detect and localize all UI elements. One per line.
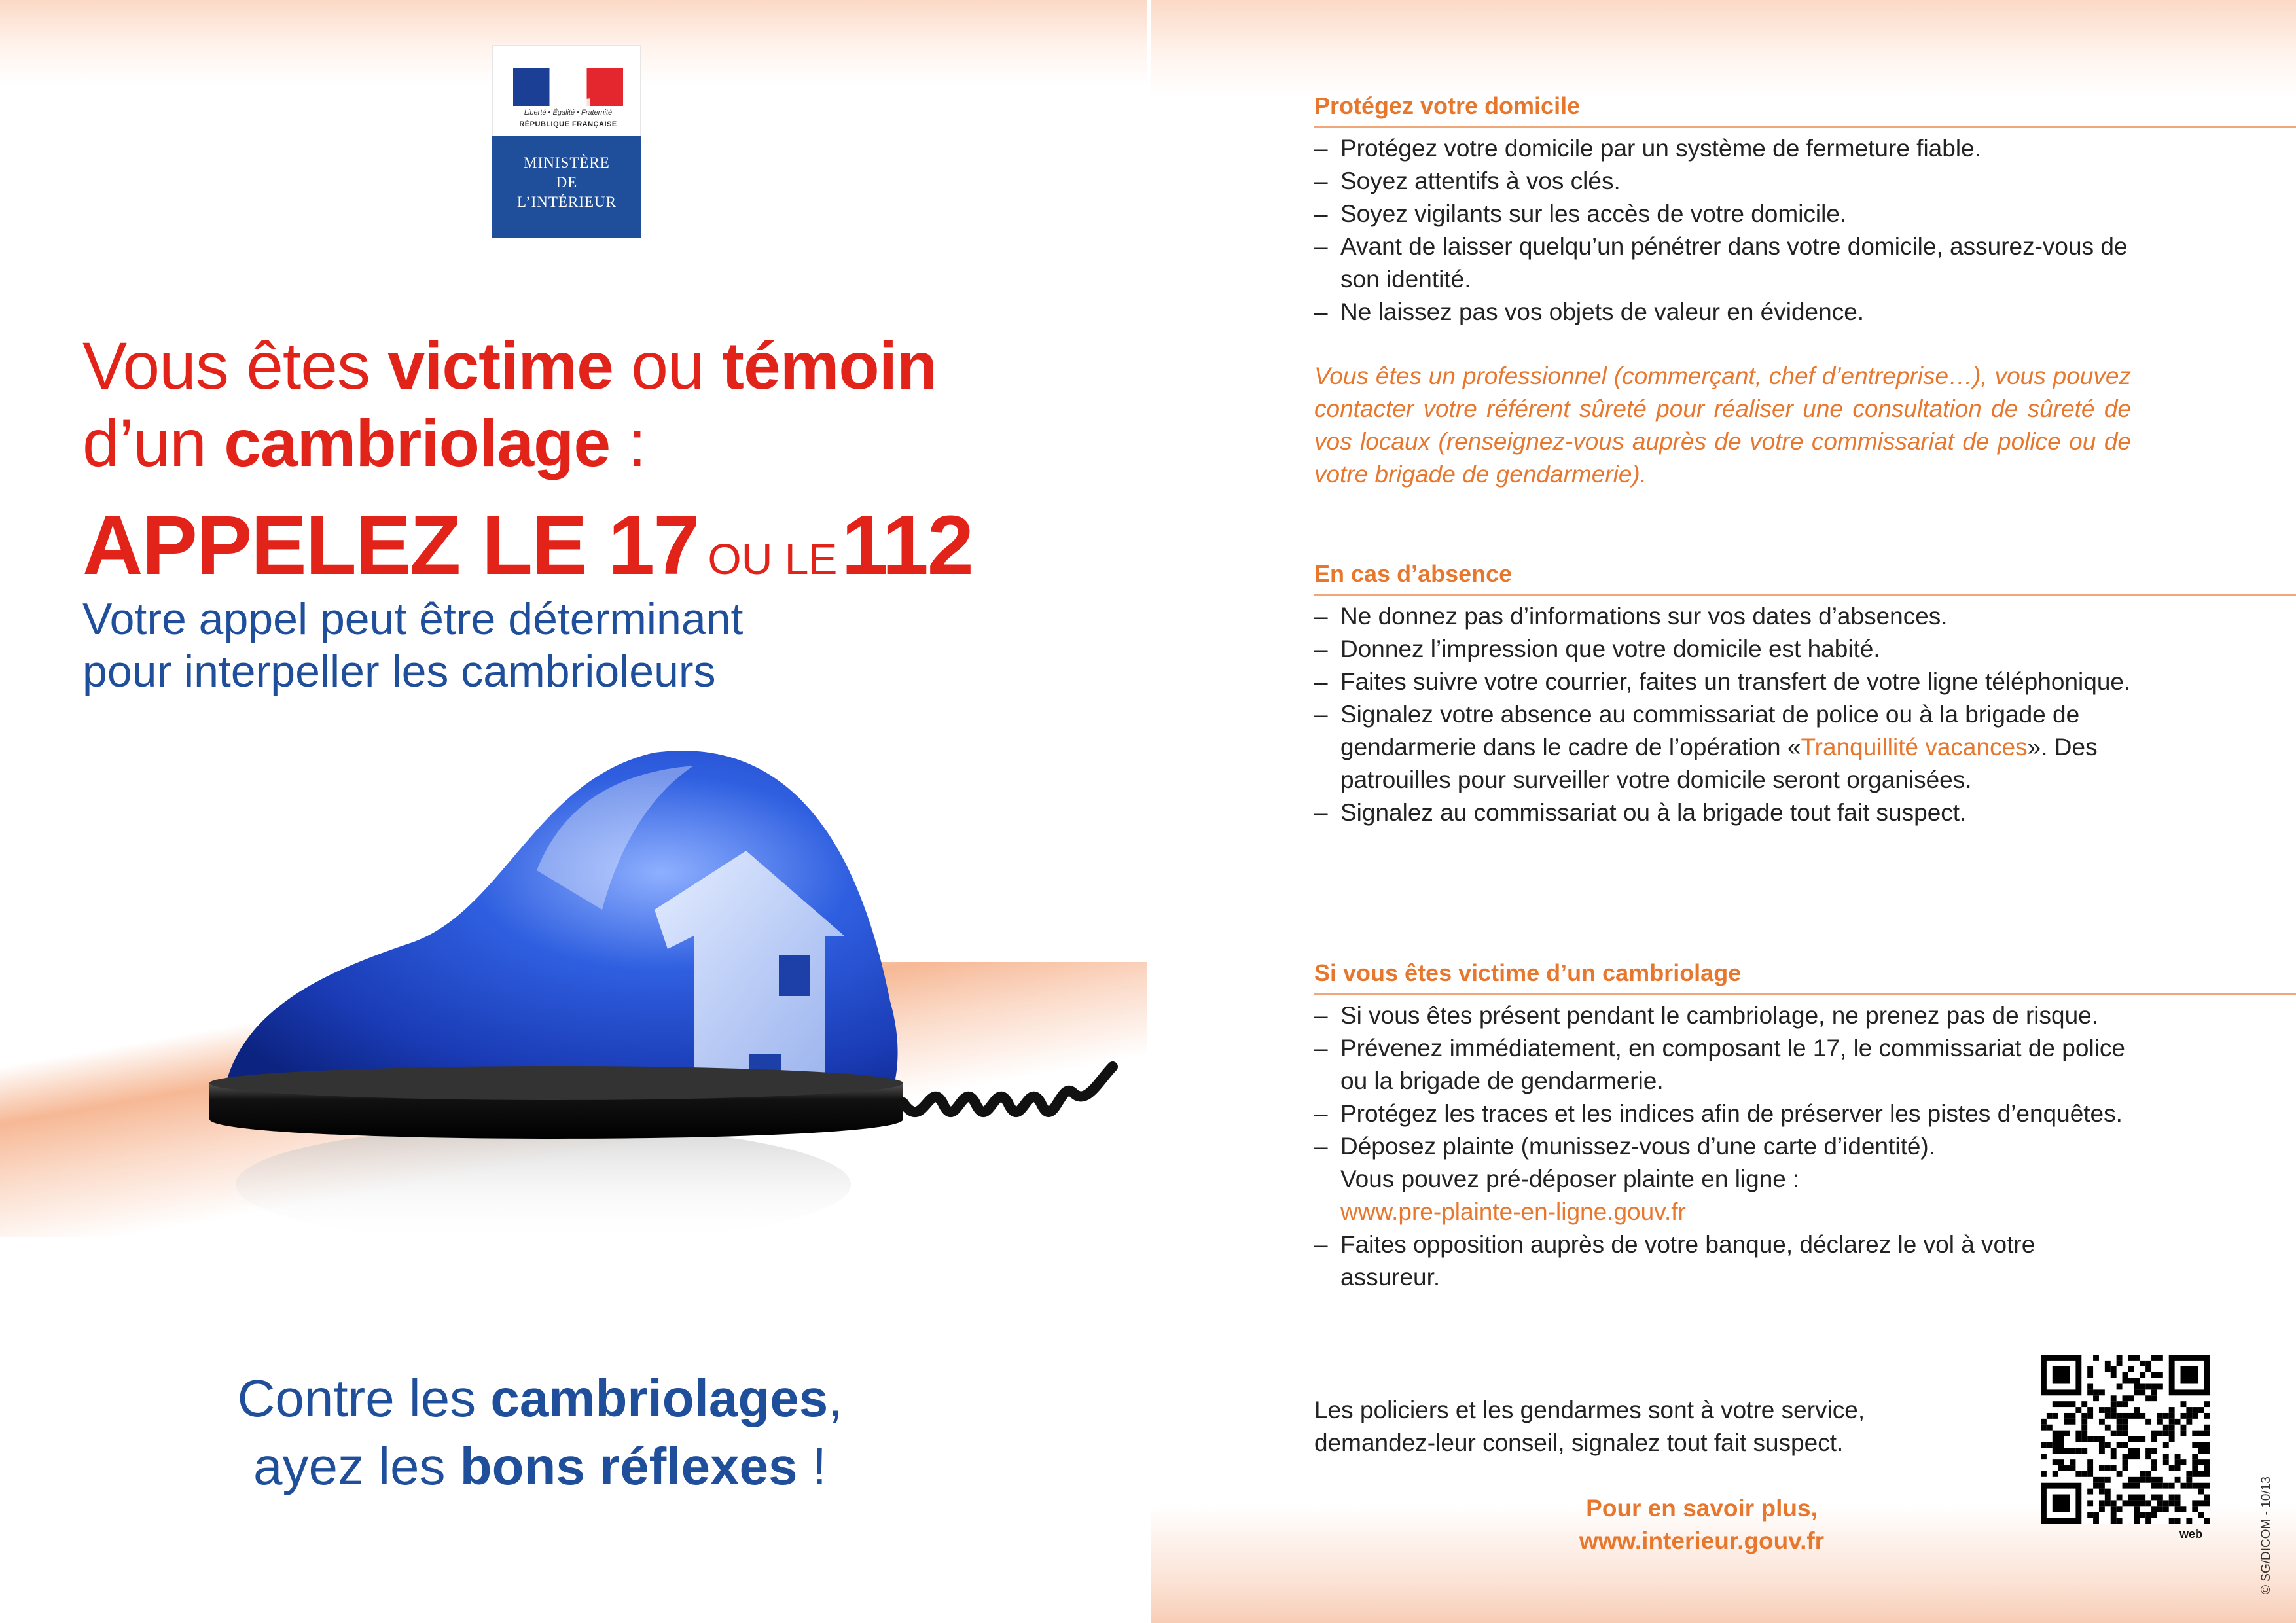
list-item: – Faites opposition auprès de votre banque, déclarez le vol à votre assureur.	[1314, 1228, 2131, 1294]
section1-list-wrap	[1314, 132, 2131, 329]
credit-text: © SG/DICOM - 10/13	[2259, 1476, 2273, 1594]
list-item: – Faites suivre votre courrier, faites un transfert de votre ligne téléphonique.	[1314, 666, 2131, 698]
call-emergency	[82, 497, 973, 594]
section2-list	[1314, 600, 2131, 829]
more-url-link[interactable]: www.interieur.gouv.fr	[1579, 1527, 1825, 1554]
list-item: – Protégez les traces et les indices afin de préserver les pistes d’enquêtes.	[1314, 1097, 2131, 1130]
section3-title: Si vous êtes victime d’un cambriolage	[1314, 959, 1742, 986]
slogan-line2: ayez les bons réflexes !	[253, 1437, 827, 1495]
section3-rule	[1314, 993, 2296, 995]
headline-line2: d’un cambriolage :	[82, 406, 646, 480]
section1-title: Protégez votre domicile	[1314, 92, 1581, 119]
section3-list-wrap	[1314, 999, 2131, 1294]
call-connector: OU LE	[708, 535, 838, 583]
logo-ministry-block	[492, 136, 641, 238]
subline	[82, 593, 1064, 698]
more-info	[1407, 1492, 1996, 1558]
subline-line1: Votre appel peut être déterminant	[82, 594, 744, 644]
fold-line	[1147, 0, 1151, 1623]
headline	[82, 327, 1130, 482]
pre-plainte-link[interactable]: www.pre-plainte-en-ligne.gouv.fr	[1340, 1198, 1686, 1225]
list-item: – Signalez votre absence au commissariat de police ou à la brigade de gendarmerie dans le cadre de l’opération «Tranquillité vacances». Des patrouilles pour surveiller votre domicile seront organisées.	[1314, 698, 2131, 796]
slogan	[131, 1364, 949, 1501]
list-item: – Protégez votre domicile par un système de fermeture fiable.	[1314, 132, 2131, 165]
qr-web-label: web	[2179, 1527, 2203, 1541]
ministry-logo	[492, 45, 641, 238]
section-victim	[1314, 959, 2131, 988]
list-item: – Signalez au commissariat ou à la brigade tout fait suspect.	[1314, 796, 2131, 829]
logo-ministry-line3: L’INTÉRIEUR	[517, 194, 617, 210]
headline-line1: Vous êtes victime ou témoin	[82, 329, 937, 403]
slogan-line1: Contre les cambriolages,	[237, 1369, 843, 1427]
marianne-icon	[545, 69, 590, 106]
list-item: – Soyez vigilants sur les accès de votre domicile.	[1314, 198, 2131, 230]
list-item: – Si vous êtes présent pendant le cambriolage, ne prenez pas de risque.	[1314, 999, 2131, 1032]
siren-house-illustration	[196, 740, 1145, 1329]
list-item: – Déposez plainte (munissez-vous d’une carte d’identité). Vous pouvez pré-déposer plainte en ligne : www.pre-plainte-en-ligne.gouv.fr	[1314, 1130, 2131, 1228]
call-main: APPELEZ LE 17	[82, 499, 699, 592]
section-absence	[1314, 560, 2131, 588]
logo-motto: Liberté • Égalité • Fraternité	[524, 109, 613, 116]
logo-ministry-line1: MINISTÈRE	[524, 154, 610, 171]
list-item: – Prévenez immédiatement, en composant le 17, le commissariat de police ou la brigade de gendarmerie.	[1314, 1032, 2131, 1097]
list-item: – Avant de laisser quelqu’un pénétrer dans votre domicile, assurez-vous de son identité.	[1314, 230, 2131, 296]
closing-line2: demandez-leur conseil, signalez tout fait suspect.	[1314, 1429, 1844, 1456]
list-item: – Ne laissez pas vos objets de valeur en évidence.	[1314, 296, 2131, 329]
logo-ministry-line2: DE	[556, 174, 578, 190]
list-item: – Soyez attentifs à vos clés.	[1314, 165, 2131, 198]
list-item: – Ne donnez pas d’informations sur vos dates d’absences.	[1314, 600, 2131, 633]
pro-note: Vous êtes un professionnel (commerçant, chef d’entreprise…), vous pouvez contacter votre référent sûreté pour réaliser une consultation de sûreté de vos locaux (renseignez-vous auprès de votre commissariat de police ou de votre brigade de gendarmerie).	[1314, 363, 2131, 488]
closing-line1: Les policiers et les gendarmes sont à votre service,	[1314, 1397, 1865, 1423]
qr-code[interactable]	[2041, 1355, 2210, 1524]
section-protect-home	[1314, 92, 2131, 120]
section3-list	[1314, 999, 2131, 1294]
list-item: – Donnez l’impression que votre domicile est habité.	[1314, 633, 2131, 666]
closing-text	[1314, 1394, 2131, 1459]
call-number-112: 112	[841, 499, 973, 592]
more-line1: Pour en savoir plus,	[1586, 1495, 1818, 1522]
subline-line2: pour interpeller les cambrioleurs	[82, 647, 716, 696]
logo-republic: RÉPUBLIQUE FRANÇAISE	[519, 120, 617, 128]
section1-rule	[1314, 126, 2296, 128]
logo-flag-area	[492, 45, 641, 136]
section2-list-wrap	[1314, 600, 2131, 829]
section2-rule	[1314, 594, 2296, 596]
tranquillite-link[interactable]: Tranquillité vacances	[1801, 734, 2028, 760]
section1-list	[1314, 132, 2131, 329]
section2-title: En cas d’absence	[1314, 560, 1513, 587]
